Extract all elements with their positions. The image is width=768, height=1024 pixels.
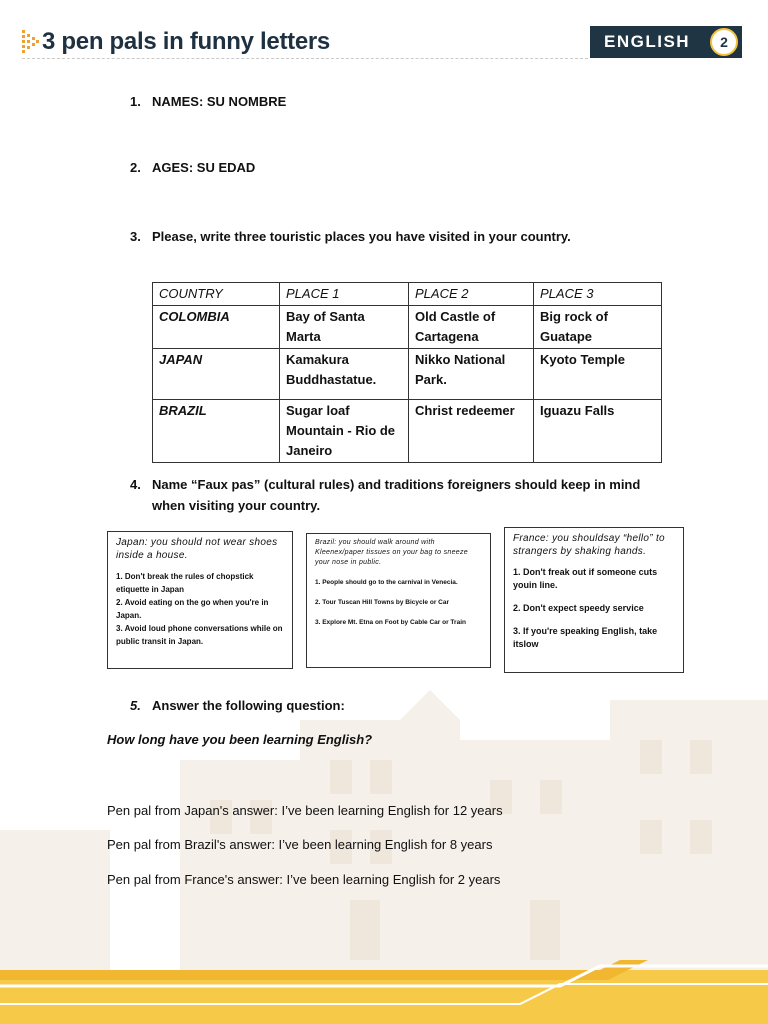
table-header-row xyxy=(153,283,662,306)
table-cell: Nikko National Park. xyxy=(409,349,534,400)
question-number: 4. xyxy=(130,477,141,492)
answer-brazil: Pen pal from Brazil's answer: I’ve been learning English for 8 years xyxy=(107,837,493,852)
question-number: 5. xyxy=(130,698,141,713)
table-row xyxy=(153,400,662,463)
box-item: 3. If you're speaking English, take itslow xyxy=(513,626,658,649)
table-header-cell: PLACE 3 xyxy=(534,283,662,306)
question-3 xyxy=(130,229,571,244)
table-cell-country: COLOMBIA xyxy=(153,306,280,349)
badge-number: 2 xyxy=(710,28,738,56)
question-1 xyxy=(130,94,286,109)
question-text: NAMES: SU NOMBRE xyxy=(152,94,287,109)
places-table xyxy=(152,282,662,463)
badge-label: ENGLISH xyxy=(604,32,691,51)
table-header-cell: PLACE 1 xyxy=(280,283,409,306)
table-cell: Christ redeemer xyxy=(409,400,534,463)
question-2 xyxy=(130,160,255,175)
question-number: 3. xyxy=(130,229,141,244)
box-item: 3. Avoid loud phone conversations while on public transit in Japan. xyxy=(116,624,283,646)
question-5 xyxy=(130,698,345,713)
box-item: 1. People should go to the carnival in Venecia. xyxy=(315,579,458,586)
page-title: 3 pen pals in funny letters xyxy=(42,28,330,55)
question-number: 1. xyxy=(130,94,141,109)
header-divider xyxy=(22,58,588,59)
answer-japan: Pen pal from Japan's answer: I’ve been learning English for 12 years xyxy=(107,803,503,818)
box-item: 1. Don't break the rules of chopstick etiquette in Japan xyxy=(116,572,254,594)
question-4-text: Name “Faux pas” (cultural rules) and traditions foreigners should keep in mind when visiting your country. xyxy=(152,477,641,513)
table-header-cell: PLACE 2 xyxy=(409,283,534,306)
question-text: Please, write three touristic places you have visited in your country. xyxy=(152,229,571,244)
question-number: 2. xyxy=(130,160,141,175)
faux-pas-box-japan xyxy=(107,531,293,669)
question-4-number xyxy=(130,477,152,492)
table-cell: Sugar loaf Mountain - Rio de Janeiro xyxy=(280,400,409,463)
english-level-badge xyxy=(590,26,742,58)
dotted-arrow-icon xyxy=(22,30,40,56)
answer-france: Pen pal from France's answer: I’ve been learning English for 2 years xyxy=(107,872,501,887)
table-cell: Kyoto Temple xyxy=(534,349,662,400)
table-row xyxy=(153,306,662,349)
question-prompt: How long have you been learning English? xyxy=(107,732,373,747)
table-cell: Big rock of Guatape xyxy=(534,306,662,349)
table-cell: Kamakura Buddhastatue. xyxy=(280,349,409,400)
box-item: 3. Explore Mt. Etna on Foot by Cable Car or Train xyxy=(315,619,466,626)
question-text: Answer the following question: xyxy=(152,698,345,713)
table-cell: Bay of Santa Marta xyxy=(280,306,409,349)
box-item: 1. Don't freak out if someone cuts youin line. xyxy=(513,567,658,590)
table-row xyxy=(153,349,662,400)
question-text: AGES: SU EDAD xyxy=(152,160,256,175)
box-lead: Japan: you should not wear shoes inside a house. xyxy=(116,537,278,561)
table-cell-country: JAPAN xyxy=(153,349,280,400)
box-item: 2. Tour Tuscan Hill Towns by Bicycle or Car xyxy=(315,599,450,606)
table-cell-country: BRAZIL xyxy=(153,400,280,463)
faux-pas-box-brazil xyxy=(306,533,491,668)
bottom-decorative-band xyxy=(0,960,768,1024)
box-lead: Brazil: you should walk around with Kleenex/paper tissues on your bag to sneeze your nose in public. xyxy=(315,539,468,566)
box-lead: France: you shouldsay “hello” to strangers by shaking hands. xyxy=(513,533,665,557)
table-cell: Old Castle of Cartagena xyxy=(409,306,534,349)
box-item: 2. Don't expect speedy service xyxy=(513,603,644,613)
table-cell: Iguazu Falls xyxy=(534,400,662,463)
box-item: 2. Avoid eating on the go when you're in Japan. xyxy=(116,598,269,620)
faux-pas-box-france xyxy=(504,527,684,673)
table-header-cell: COUNTRY xyxy=(153,283,280,306)
